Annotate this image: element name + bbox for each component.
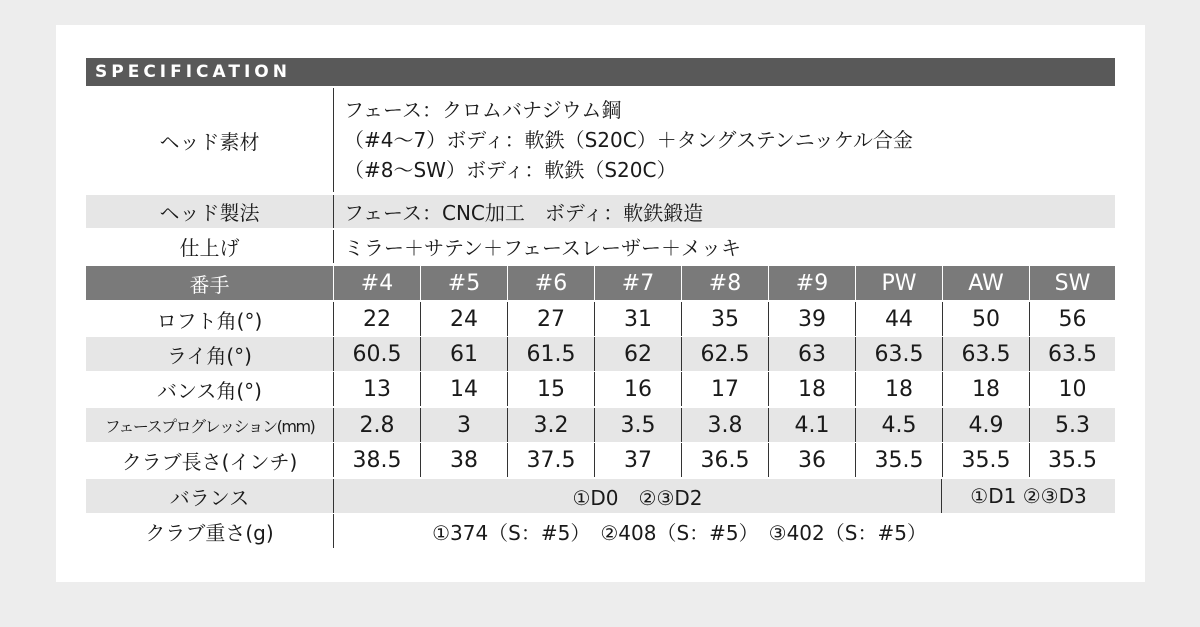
table-cell: 63.5 xyxy=(943,337,1030,371)
head-material-line-2: （#4〜7）ボディ：軟鉄（S20C）＋タングステンニッケル合金 xyxy=(344,128,913,152)
spec-card xyxy=(56,25,1145,582)
row-head-method xyxy=(86,195,1115,228)
table-cell: 61 xyxy=(421,337,508,371)
table-cell: 38.5 xyxy=(334,443,421,477)
table-cell: 4.5 xyxy=(856,408,943,442)
column-header: #6 xyxy=(508,266,595,300)
row-label: フェースプログレッション(mm) xyxy=(86,408,334,442)
table-cell: 13 xyxy=(334,372,421,406)
table-cell: 62.5 xyxy=(682,337,769,371)
table-cell: 56 xyxy=(1058,306,1087,332)
column-header: #5 xyxy=(421,266,508,300)
table-cell: 61.5 xyxy=(508,337,595,371)
table-cell: 16 xyxy=(595,372,682,406)
table-cell: 35 xyxy=(682,302,769,336)
table-cell: 36 xyxy=(769,443,856,477)
table-cell: 37.5 xyxy=(508,443,595,477)
table-cell: 35.5 xyxy=(943,443,1030,477)
table-cell: 38 xyxy=(421,443,508,477)
head-material-line-1: フェース：クロムバナジウム鋼 xyxy=(344,98,622,122)
table-cell: 63 xyxy=(769,337,856,371)
balance-label: バランス xyxy=(86,479,334,513)
table-cell: 3.2 xyxy=(508,408,595,442)
table-cell: 35.5 xyxy=(856,443,943,477)
column-header: AW xyxy=(943,266,1030,300)
table-cell: 18 xyxy=(769,372,856,406)
row-finish xyxy=(86,230,1115,263)
table-cell: 24 xyxy=(421,302,508,336)
table-cell: 63.5 xyxy=(856,337,943,371)
row-label: バンス角(°) xyxy=(86,372,334,406)
table-cell: 27 xyxy=(508,302,595,336)
table-cell: 18 xyxy=(943,372,1030,406)
row-head-material xyxy=(86,88,1115,192)
table-cell: 4.9 xyxy=(943,408,1030,442)
column-header: #8 xyxy=(682,266,769,300)
finish-label: 仕上げ xyxy=(86,230,334,263)
table-cell: 3 xyxy=(421,408,508,442)
balance-value-wedges: ①D1 ②③D3 xyxy=(970,484,1087,508)
table-cell: 50 xyxy=(943,302,1030,336)
head-material-label: ヘッド素材 xyxy=(86,88,334,192)
table-cell: 18 xyxy=(856,372,943,406)
row-label: クラブ長さ(インチ) xyxy=(86,443,334,477)
table-cell: 4.1 xyxy=(769,408,856,442)
club-weight-label: クラブ重さ(g) xyxy=(86,514,334,548)
column-header: SW xyxy=(1054,270,1091,296)
table-row xyxy=(86,302,1115,336)
head-material-line-3: （#8〜SW）ボディ：軟鉄（S20C） xyxy=(344,158,677,182)
column-header: PW xyxy=(856,266,943,300)
spec-title: SPECIFICATION xyxy=(86,58,1115,86)
table-cell: 31 xyxy=(595,302,682,336)
table-cell: 5.3 xyxy=(1055,412,1090,438)
column-header: #4 xyxy=(334,266,421,300)
table-cell: 37 xyxy=(595,443,682,477)
row-balance xyxy=(86,479,1115,513)
club-weight-value: ①374（S：#5） ②408（S：#5） ③402（S：#5） xyxy=(432,520,927,545)
table-row xyxy=(86,372,1115,406)
table-cell: 36.5 xyxy=(682,443,769,477)
row-label: ライ角(°) xyxy=(86,337,334,371)
table-cell: 44 xyxy=(856,302,943,336)
table-cell: 3.8 xyxy=(682,408,769,442)
table-cell: 14 xyxy=(421,372,508,406)
column-header: #9 xyxy=(769,266,856,300)
balance-value-long-irons: ①D0 ②③D2 xyxy=(334,479,942,513)
head-method-value: フェース：CNC加工 ボディ：軟鉄鍛造 xyxy=(344,201,704,225)
table-cell: 15 xyxy=(508,372,595,406)
row-label: ロフト角(°) xyxy=(86,302,334,336)
table-cell: 62 xyxy=(595,337,682,371)
table-row xyxy=(86,408,1115,442)
finish-value: ミラー＋サテン＋フェースレーザー＋メッキ xyxy=(344,236,741,260)
table-cell: 39 xyxy=(769,302,856,336)
table-cell: 2.8 xyxy=(334,408,421,442)
table-cell: 60.5 xyxy=(334,337,421,371)
table-row xyxy=(86,443,1115,477)
table-cell: 10 xyxy=(1058,376,1087,402)
table-row xyxy=(86,337,1115,371)
column-header: #7 xyxy=(595,266,682,300)
table-cell: 3.5 xyxy=(595,408,682,442)
table-cell: 35.5 xyxy=(1048,447,1097,473)
table-cell: 17 xyxy=(682,372,769,406)
head-material-value xyxy=(334,88,1115,192)
row-club-weight xyxy=(86,514,1115,548)
row-club-number-header xyxy=(86,266,1115,300)
head-method-label: ヘッド製法 xyxy=(86,195,334,228)
table-cell: 63.5 xyxy=(1048,341,1097,367)
table-cell: 22 xyxy=(334,302,421,336)
club-number-label: 番手 xyxy=(86,266,334,300)
